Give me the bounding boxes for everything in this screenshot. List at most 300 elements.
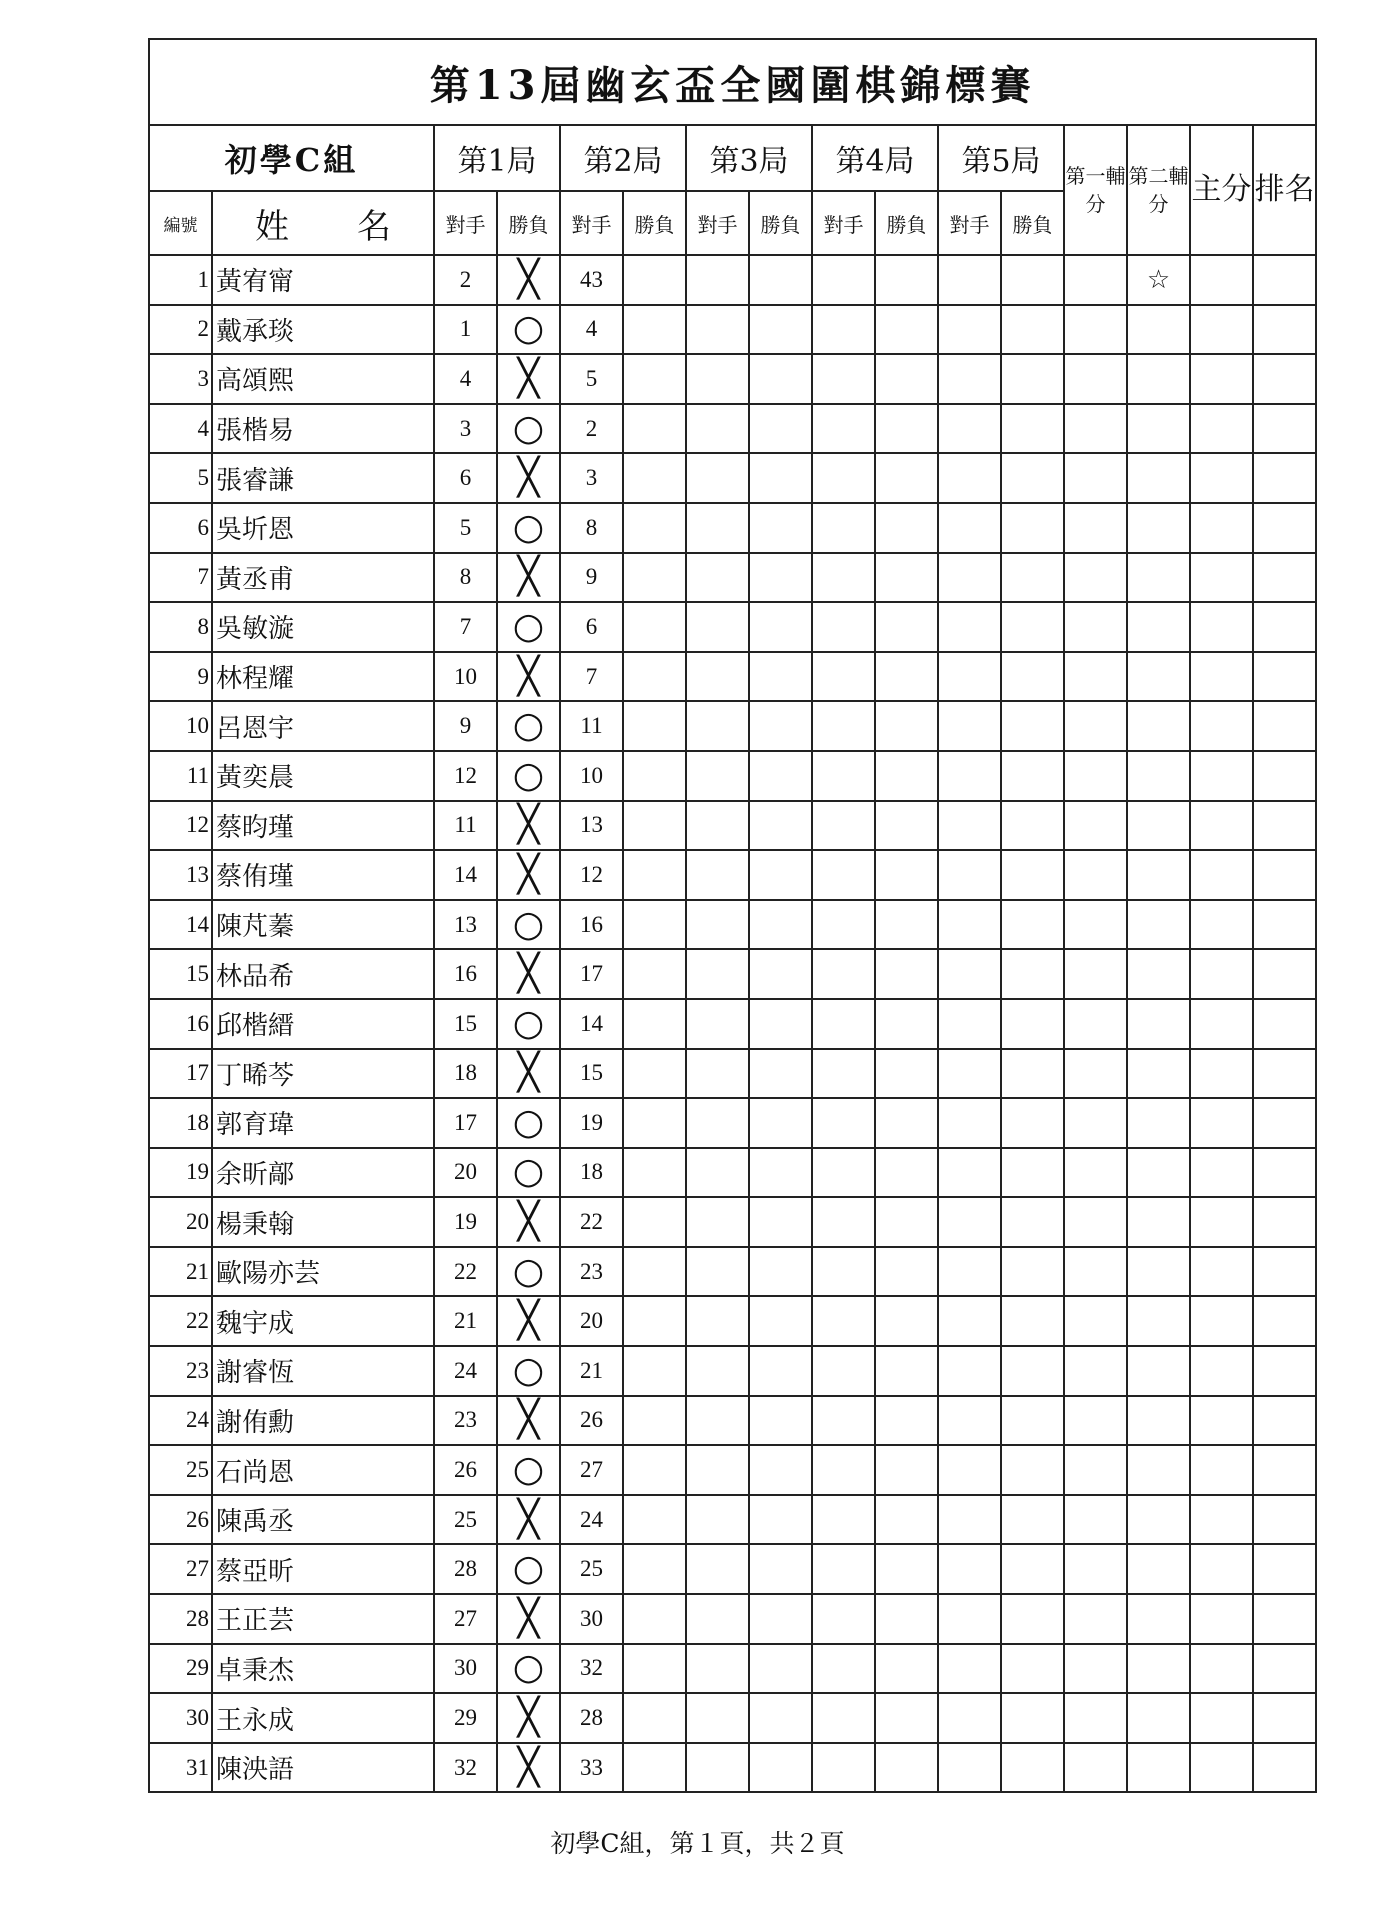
table-row bbox=[149, 305, 1316, 355]
round-1-opponent: 14 bbox=[434, 850, 497, 900]
round-3-result bbox=[749, 453, 812, 503]
player-name: 丁晞芩 bbox=[212, 1049, 434, 1099]
player-name: 吳圻恩 bbox=[212, 503, 434, 553]
round-5-result bbox=[1001, 801, 1064, 851]
round-4-opponent bbox=[812, 1247, 875, 1297]
table-row bbox=[149, 1594, 1316, 1644]
round-3-opponent bbox=[686, 1346, 749, 1396]
round-5-result bbox=[1001, 1644, 1064, 1694]
main-score bbox=[1190, 453, 1253, 503]
table-row bbox=[149, 602, 1316, 652]
main-score bbox=[1190, 1594, 1253, 1644]
round-3-result bbox=[749, 553, 812, 603]
player-name: 吳敏漩 bbox=[212, 602, 434, 652]
round-2-opponent: 7 bbox=[560, 652, 623, 702]
tiebreak-2-score bbox=[1127, 999, 1190, 1049]
round-4-result bbox=[875, 801, 938, 851]
player-name: 余昕鄗 bbox=[212, 1148, 434, 1198]
rank-header: 排名 bbox=[1253, 125, 1316, 255]
round-1-opponent: 20 bbox=[434, 1148, 497, 1198]
round-4-opponent bbox=[812, 1644, 875, 1694]
table-row bbox=[149, 701, 1316, 751]
round-1-result: ○ bbox=[497, 1148, 560, 1198]
round-5-result bbox=[1001, 305, 1064, 355]
tiebreak-2-score bbox=[1127, 1445, 1190, 1495]
rank bbox=[1253, 1544, 1316, 1594]
player-number: 22 bbox=[149, 1296, 212, 1346]
round-3-opponent bbox=[686, 1396, 749, 1446]
round-5-opponent bbox=[938, 652, 1001, 702]
round-3-result bbox=[749, 900, 812, 950]
round-3-result bbox=[749, 1445, 812, 1495]
round-1-result: ○ bbox=[497, 305, 560, 355]
table-row bbox=[149, 1197, 1316, 1247]
round-2-result bbox=[623, 1544, 686, 1594]
player-name: 卓秉杰 bbox=[212, 1644, 434, 1694]
round-4-result bbox=[875, 553, 938, 603]
round-5-opponent bbox=[938, 503, 1001, 553]
round-1-result: ○ bbox=[497, 1247, 560, 1297]
round-4-result bbox=[875, 999, 938, 1049]
round-5-opponent bbox=[938, 255, 1001, 305]
player-number: 1 bbox=[149, 255, 212, 305]
main-score bbox=[1190, 1296, 1253, 1346]
tiebreak-1-header: 第一輔分 bbox=[1064, 125, 1127, 255]
round-2-result bbox=[623, 850, 686, 900]
table-row bbox=[149, 1445, 1316, 1495]
table-row bbox=[149, 801, 1316, 851]
round-5-opponent bbox=[938, 801, 1001, 851]
rank bbox=[1253, 1743, 1316, 1793]
player-number: 25 bbox=[149, 1445, 212, 1495]
round-4-opponent bbox=[812, 1148, 875, 1198]
round-2-result bbox=[623, 652, 686, 702]
tiebreak-2-score: ☆ bbox=[1127, 255, 1190, 305]
round-5-opponent bbox=[938, 1544, 1001, 1594]
tiebreak-2-score bbox=[1127, 503, 1190, 553]
rank bbox=[1253, 305, 1316, 355]
main-score bbox=[1190, 354, 1253, 404]
player-name: 林品希 bbox=[212, 949, 434, 999]
round-1-opponent: 24 bbox=[434, 1346, 497, 1396]
round-2-result bbox=[623, 602, 686, 652]
round-2-opponent: 15 bbox=[560, 1049, 623, 1099]
round-1-result: ○ bbox=[497, 1098, 560, 1148]
round-2-result bbox=[623, 1098, 686, 1148]
round-3-opponent bbox=[686, 900, 749, 950]
player-number: 2 bbox=[149, 305, 212, 355]
round-5-result bbox=[1001, 354, 1064, 404]
tiebreak-2-score bbox=[1127, 1495, 1190, 1545]
round-1-opponent: 27 bbox=[434, 1594, 497, 1644]
player-name: 楊秉翰 bbox=[212, 1197, 434, 1247]
round-1-opponent: 32 bbox=[434, 1743, 497, 1793]
main-score bbox=[1190, 801, 1253, 851]
player-number: 12 bbox=[149, 801, 212, 851]
round-1-result: ╳ bbox=[497, 1693, 560, 1743]
round-1-opponent: 5 bbox=[434, 503, 497, 553]
round-3-result bbox=[749, 652, 812, 702]
round-2-result bbox=[623, 900, 686, 950]
round-4-opponent bbox=[812, 900, 875, 950]
round-5-result bbox=[1001, 701, 1064, 751]
round-2-result bbox=[623, 1148, 686, 1198]
round-3-result bbox=[749, 1544, 812, 1594]
table-row bbox=[149, 1693, 1316, 1743]
rank bbox=[1253, 553, 1316, 603]
round-5-opponent bbox=[938, 999, 1001, 1049]
round-4-result bbox=[875, 949, 938, 999]
round-4-result bbox=[875, 1544, 938, 1594]
round-3-opponent bbox=[686, 1247, 749, 1297]
main-score bbox=[1190, 1743, 1253, 1793]
round-2-opponent: 18 bbox=[560, 1148, 623, 1198]
round-1-result: ╳ bbox=[497, 1049, 560, 1099]
round-4-result bbox=[875, 1148, 938, 1198]
rank bbox=[1253, 1247, 1316, 1297]
tiebreak-1-score bbox=[1064, 1197, 1127, 1247]
tiebreak-2-score bbox=[1127, 900, 1190, 950]
player-name: 呂恩宇 bbox=[212, 701, 434, 751]
main-score bbox=[1190, 553, 1253, 603]
round-3-opponent bbox=[686, 1445, 749, 1495]
round-1-opponent: 17 bbox=[434, 1098, 497, 1148]
round-1-opponent: 15 bbox=[434, 999, 497, 1049]
player-number: 29 bbox=[149, 1644, 212, 1694]
round-3-opponent bbox=[686, 553, 749, 603]
round-2-opponent: 13 bbox=[560, 801, 623, 851]
round-4-result bbox=[875, 1445, 938, 1495]
round-3-opponent bbox=[686, 1049, 749, 1099]
round-5-result bbox=[1001, 1743, 1064, 1793]
round-1-opponent: 12 bbox=[434, 751, 497, 801]
player-number: 26 bbox=[149, 1495, 212, 1545]
round-4-opponent bbox=[812, 850, 875, 900]
round-5-opponent bbox=[938, 404, 1001, 454]
round-3-result bbox=[749, 1693, 812, 1743]
player-name: 郭育瑋 bbox=[212, 1098, 434, 1148]
round-4-opponent bbox=[812, 1743, 875, 1793]
round-3-result bbox=[749, 305, 812, 355]
tiebreak-1-score bbox=[1064, 1445, 1127, 1495]
round-3-result bbox=[749, 1743, 812, 1793]
round-5-opponent bbox=[938, 354, 1001, 404]
rank bbox=[1253, 1098, 1316, 1148]
rank bbox=[1253, 999, 1316, 1049]
player-number: 17 bbox=[149, 1049, 212, 1099]
round-2-opponent: 23 bbox=[560, 1247, 623, 1297]
tiebreak-1-score bbox=[1064, 1644, 1127, 1694]
round-4-opponent bbox=[812, 1396, 875, 1446]
player-number: 11 bbox=[149, 751, 212, 801]
tiebreak-1-score bbox=[1064, 1098, 1127, 1148]
round-4-opponent bbox=[812, 1693, 875, 1743]
player-number: 13 bbox=[149, 850, 212, 900]
round-1-result: ○ bbox=[497, 701, 560, 751]
player-number: 27 bbox=[149, 1544, 212, 1594]
round-5-result-header: 勝負 bbox=[1001, 191, 1064, 255]
round-1-opponent: 30 bbox=[434, 1644, 497, 1694]
main-score bbox=[1190, 999, 1253, 1049]
round-3-opponent bbox=[686, 801, 749, 851]
round-2-opponent: 32 bbox=[560, 1644, 623, 1694]
round-1-opponent: 10 bbox=[434, 652, 497, 702]
main-score bbox=[1190, 602, 1253, 652]
tiebreak-1-score bbox=[1064, 404, 1127, 454]
round-3-result bbox=[749, 503, 812, 553]
round-5-opponent bbox=[938, 1396, 1001, 1446]
round-5-result bbox=[1001, 949, 1064, 999]
round-2-opponent: 8 bbox=[560, 503, 623, 553]
round-2-result bbox=[623, 949, 686, 999]
round-1-opponent: 16 bbox=[434, 949, 497, 999]
round-1-opponent: 25 bbox=[434, 1495, 497, 1545]
player-name: 歐陽亦芸 bbox=[212, 1247, 434, 1297]
round-1-result: ○ bbox=[497, 1445, 560, 1495]
page-footer: 初學C組，第１頁，共２頁 bbox=[550, 1829, 845, 1858]
round-5-result bbox=[1001, 1495, 1064, 1545]
tiebreak-2-score bbox=[1127, 1296, 1190, 1346]
round-2-opponent: 20 bbox=[560, 1296, 623, 1346]
round-5-result bbox=[1001, 1396, 1064, 1446]
table-row bbox=[149, 1296, 1316, 1346]
table-row bbox=[149, 354, 1316, 404]
rank bbox=[1253, 354, 1316, 404]
tiebreak-2-score bbox=[1127, 1197, 1190, 1247]
main-score bbox=[1190, 751, 1253, 801]
round-1-result: ○ bbox=[497, 503, 560, 553]
round-1-result: ╳ bbox=[497, 553, 560, 603]
round-5-result bbox=[1001, 1098, 1064, 1148]
round-5-opponent bbox=[938, 1247, 1001, 1297]
round-2-opponent: 2 bbox=[560, 404, 623, 454]
player-number: 21 bbox=[149, 1247, 212, 1297]
round-2-opponent: 28 bbox=[560, 1693, 623, 1743]
round-4-result bbox=[875, 652, 938, 702]
round-1-opponent: 2 bbox=[434, 255, 497, 305]
round-1-result: ○ bbox=[497, 751, 560, 801]
rank bbox=[1253, 900, 1316, 950]
round-4-opponent bbox=[812, 999, 875, 1049]
round-2-opponent: 25 bbox=[560, 1544, 623, 1594]
round-4-result bbox=[875, 1049, 938, 1099]
tiebreak-1-score bbox=[1064, 354, 1127, 404]
round-1-result: ○ bbox=[497, 1544, 560, 1594]
round-5-opponent bbox=[938, 1644, 1001, 1694]
main-score bbox=[1190, 1049, 1253, 1099]
table-row bbox=[149, 1743, 1316, 1793]
round-5-result bbox=[1001, 1346, 1064, 1396]
table-row bbox=[149, 553, 1316, 603]
round-4-opponent bbox=[812, 404, 875, 454]
round-1-result: ╳ bbox=[497, 1197, 560, 1247]
rank bbox=[1253, 453, 1316, 503]
round-3-result bbox=[749, 949, 812, 999]
round-3-result bbox=[749, 1148, 812, 1198]
rank bbox=[1253, 1148, 1316, 1198]
round-5-opponent-header: 對手 bbox=[938, 191, 1001, 255]
round-2-result bbox=[623, 354, 686, 404]
player-name: 陳芃蓁 bbox=[212, 900, 434, 950]
player-name: 蔡昀瑾 bbox=[212, 801, 434, 851]
round-4-opponent bbox=[812, 354, 875, 404]
main-score bbox=[1190, 1644, 1253, 1694]
round-2-result bbox=[623, 751, 686, 801]
results-table bbox=[148, 38, 1317, 1793]
round-1-opponent: 7 bbox=[434, 602, 497, 652]
main-score bbox=[1190, 404, 1253, 454]
player-name: 黃奕晨 bbox=[212, 751, 434, 801]
player-number: 8 bbox=[149, 602, 212, 652]
rank bbox=[1253, 404, 1316, 454]
results-sheet bbox=[148, 38, 1313, 1793]
main-score bbox=[1190, 949, 1253, 999]
table-row bbox=[149, 1396, 1316, 1446]
round-3-result bbox=[749, 404, 812, 454]
round-2-result bbox=[623, 1346, 686, 1396]
round-3-result bbox=[749, 1049, 812, 1099]
round-4-opponent bbox=[812, 1098, 875, 1148]
tiebreak-2-score bbox=[1127, 1247, 1190, 1297]
player-name: 黃丞甫 bbox=[212, 553, 434, 603]
round-3-result bbox=[749, 1197, 812, 1247]
player-number: 10 bbox=[149, 701, 212, 751]
round-5-result bbox=[1001, 850, 1064, 900]
round-4-result bbox=[875, 1693, 938, 1743]
round-3-result bbox=[749, 999, 812, 1049]
round-4-opponent bbox=[812, 1049, 875, 1099]
player-name: 蔡亞昕 bbox=[212, 1544, 434, 1594]
round-5-opponent bbox=[938, 453, 1001, 503]
rank bbox=[1253, 602, 1316, 652]
round-2-opponent: 17 bbox=[560, 949, 623, 999]
player-name: 蔡侑瑾 bbox=[212, 850, 434, 900]
round-1-result: ╳ bbox=[497, 453, 560, 503]
round-3-opponent bbox=[686, 602, 749, 652]
round-5-result bbox=[1001, 1197, 1064, 1247]
player-name: 魏宇成 bbox=[212, 1296, 434, 1346]
round-2-opponent: 43 bbox=[560, 255, 623, 305]
round-3-opponent bbox=[686, 1594, 749, 1644]
round-2-opponent: 12 bbox=[560, 850, 623, 900]
round-5-opponent bbox=[938, 1743, 1001, 1793]
table-row bbox=[149, 255, 1316, 305]
tiebreak-1-score bbox=[1064, 999, 1127, 1049]
round-4-opponent bbox=[812, 1495, 875, 1545]
round-4-result bbox=[875, 1098, 938, 1148]
round-4-result bbox=[875, 602, 938, 652]
round-5-result bbox=[1001, 751, 1064, 801]
table-row bbox=[149, 404, 1316, 454]
player-name: 邱楷縉 bbox=[212, 999, 434, 1049]
round-4-opponent-header: 對手 bbox=[812, 191, 875, 255]
round-2-header: 第2局 bbox=[560, 125, 686, 191]
round-4-result bbox=[875, 503, 938, 553]
player-number: 20 bbox=[149, 1197, 212, 1247]
round-1-opponent: 22 bbox=[434, 1247, 497, 1297]
round-1-result-header: 勝負 bbox=[497, 191, 560, 255]
round-2-opponent: 5 bbox=[560, 354, 623, 404]
round-5-opponent bbox=[938, 1049, 1001, 1099]
round-4-opponent bbox=[812, 1445, 875, 1495]
main-score bbox=[1190, 701, 1253, 751]
tiebreak-1-score bbox=[1064, 1743, 1127, 1793]
player-name: 王永成 bbox=[212, 1693, 434, 1743]
tiebreak-1-score bbox=[1064, 1049, 1127, 1099]
tiebreak-2-score bbox=[1127, 1098, 1190, 1148]
tiebreak-2-score bbox=[1127, 1693, 1190, 1743]
round-2-opponent: 33 bbox=[560, 1743, 623, 1793]
round-1-result: ╳ bbox=[497, 652, 560, 702]
round-5-result bbox=[1001, 1693, 1064, 1743]
round-1-result: ╳ bbox=[497, 801, 560, 851]
round-1-result: ○ bbox=[497, 1346, 560, 1396]
round-3-opponent bbox=[686, 1495, 749, 1545]
player-number: 7 bbox=[149, 553, 212, 603]
round-3-result bbox=[749, 1346, 812, 1396]
round-4-opponent bbox=[812, 503, 875, 553]
round-4-result bbox=[875, 404, 938, 454]
table-row bbox=[149, 453, 1316, 503]
round-4-opponent bbox=[812, 602, 875, 652]
rank bbox=[1253, 1644, 1316, 1694]
player-number: 4 bbox=[149, 404, 212, 454]
player-name: 林程耀 bbox=[212, 652, 434, 702]
table-row bbox=[149, 1346, 1316, 1396]
round-5-result bbox=[1001, 1296, 1064, 1346]
round-4-result bbox=[875, 1396, 938, 1446]
round-3-result bbox=[749, 801, 812, 851]
round-2-result bbox=[623, 1247, 686, 1297]
tiebreak-2-score bbox=[1127, 305, 1190, 355]
round-4-result bbox=[875, 1743, 938, 1793]
player-number: 6 bbox=[149, 503, 212, 553]
round-3-header: 第3局 bbox=[686, 125, 812, 191]
round-5-opponent bbox=[938, 1098, 1001, 1148]
tiebreak-2-score bbox=[1127, 701, 1190, 751]
round-2-opponent: 19 bbox=[560, 1098, 623, 1148]
player-number: 9 bbox=[149, 652, 212, 702]
table-row bbox=[149, 751, 1316, 801]
round-4-result bbox=[875, 1594, 938, 1644]
tiebreak-1-score bbox=[1064, 1148, 1127, 1198]
round-4-opponent bbox=[812, 255, 875, 305]
player-number: 18 bbox=[149, 1098, 212, 1148]
round-4-opponent bbox=[812, 949, 875, 999]
player-name: 謝侑勳 bbox=[212, 1396, 434, 1446]
round-3-opponent bbox=[686, 701, 749, 751]
round-5-opponent bbox=[938, 1346, 1001, 1396]
player-number: 23 bbox=[149, 1346, 212, 1396]
round-5-result bbox=[1001, 1247, 1064, 1297]
round-4-opponent bbox=[812, 701, 875, 751]
tiebreak-1-score bbox=[1064, 1346, 1127, 1396]
tiebreak-2-score bbox=[1127, 1544, 1190, 1594]
main-score bbox=[1190, 850, 1253, 900]
tiebreak-1-score bbox=[1064, 255, 1127, 305]
player-name: 張楷易 bbox=[212, 404, 434, 454]
tiebreak-1-score bbox=[1064, 652, 1127, 702]
round-3-opponent bbox=[686, 305, 749, 355]
player-name: 王正芸 bbox=[212, 1594, 434, 1644]
round-1-opponent: 26 bbox=[434, 1445, 497, 1495]
round-3-result bbox=[749, 1098, 812, 1148]
main-score bbox=[1190, 503, 1253, 553]
round-3-opponent bbox=[686, 503, 749, 553]
table-row bbox=[149, 1544, 1316, 1594]
round-1-result: ○ bbox=[497, 900, 560, 950]
tiebreak-1-score bbox=[1064, 1396, 1127, 1446]
